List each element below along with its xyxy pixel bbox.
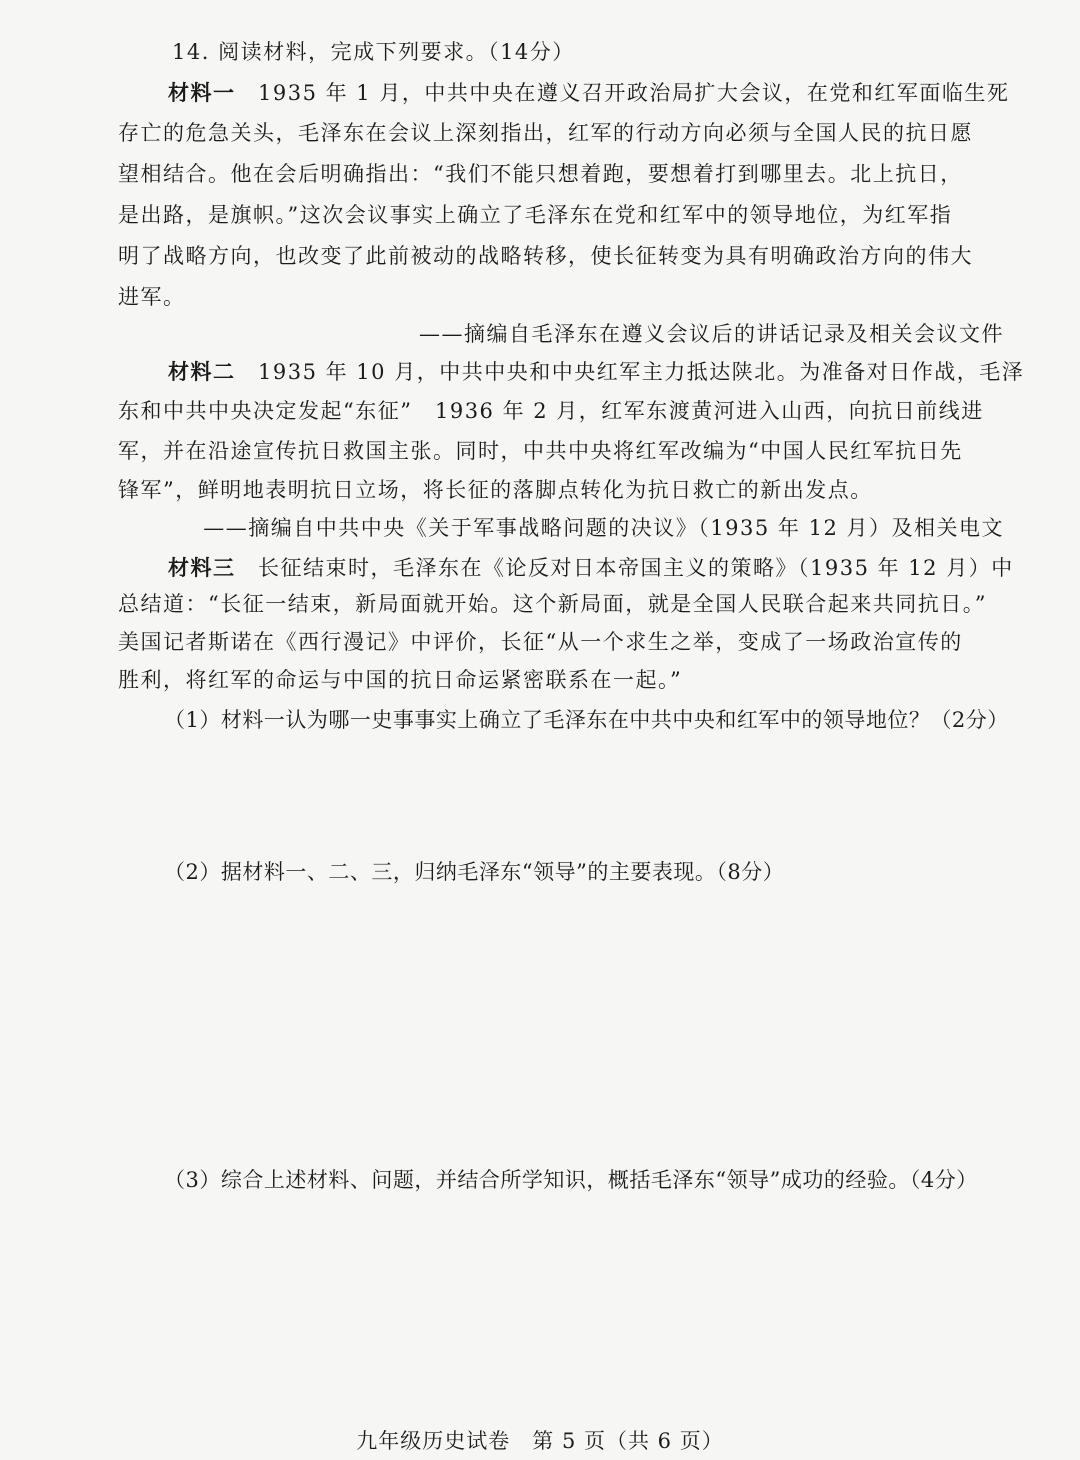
material1-line-1 [168,80,1009,106]
material1-line-6: 进军。 [118,285,186,309]
material1-line-5: 明了战略方向，也改变了此前被动的战略转移，使长征转变为具有明确政治方向的伟大 [118,244,973,268]
material3-label: 材料三 [168,555,236,580]
material2-text-1: 1935 年 10 月，中共中央和中央红军主力抵达陕北。为准备对日作战，毛泽 [258,360,1025,384]
material2-line-1 [168,359,1024,385]
material2-line-4: 锋军”，鲜明地表明抗日立场，将长征的落脚点转化为抗日救亡的新出发点。 [118,478,873,502]
sub-question-1: （1）材料一认为哪一史事事实上确立了毛泽东在中共中央和红军中的领导地位？（2分） [164,708,1009,732]
material1-text-1: 1935 年 1 月，中共中央在遵义召开政治局扩大会议，在党和红军面临生死 [258,81,1010,105]
sub-question-2: （2）据材料一、二、三，归纳毛泽东“领导”的主要表现。（8分） [164,860,785,884]
material2-label: 材料二 [168,359,236,384]
page-footer: 九年级历史试卷 第 5 页（共 6 页） [356,1429,724,1453]
question-header: 14. 阅读材料，完成下列要求。（14分） [172,40,575,64]
material3-line-3: 美国记者斯诺在《西行漫记》中评价，长征“从一个求生之举，变成了一场政治宣传的 [118,630,963,654]
material3-text-1: 长征结束时，毛泽东在《论反对日本帝国主义的策略》（1935 年 12 月）中 [258,556,1014,580]
material3-line-1 [168,555,1014,581]
material2-source: ——摘编自中共中央《关于军事战略问题的决议》（1935 年 12 月）及相关电文 [203,516,1004,540]
sub-question-3: （3）综合上述材料、问题，并结合所学知识，概括毛泽东“领导”成功的经验。（4分） [164,1168,978,1192]
material1-label: 材料一 [168,80,236,105]
material2-line-2: 东和中共中央决定发起“东征” 1936 年 2 月，红军东渡黄河进入山西，向抗日前线进 [118,399,984,423]
material1-line-3: 望相结合。他在会后明确指出：“我们不能只想着跑，要想着打到哪里去。北上抗日， [118,162,963,186]
material2-line-3: 军，并在沿途宣传抗日救国主张。同时，中共中央将红军改编为“中国人民红军抗日先 [118,439,963,463]
material1-source: ——摘编自毛泽东在遵义会议后的讲话记录及相关会议文件 [419,322,1004,346]
material3-line-4: 胜利，将红军的命运与中国的抗日命运紧密联系在一起。” [118,668,683,692]
material1-line-4: 是出路，是旗帜。”这次会议事实上确立了毛泽东在党和红军中的领导地位，为红军指 [118,203,953,227]
material1-line-2: 存亡的危急关头，毛泽东在会议上深刻指出，红军的行动方向必须与全国人民的抗日愿 [118,121,973,145]
material3-line-2: 总结道：“长征一结束，新局面就开始。这个新局面，就是全国人民联合起来共同抗日。” [118,592,987,616]
